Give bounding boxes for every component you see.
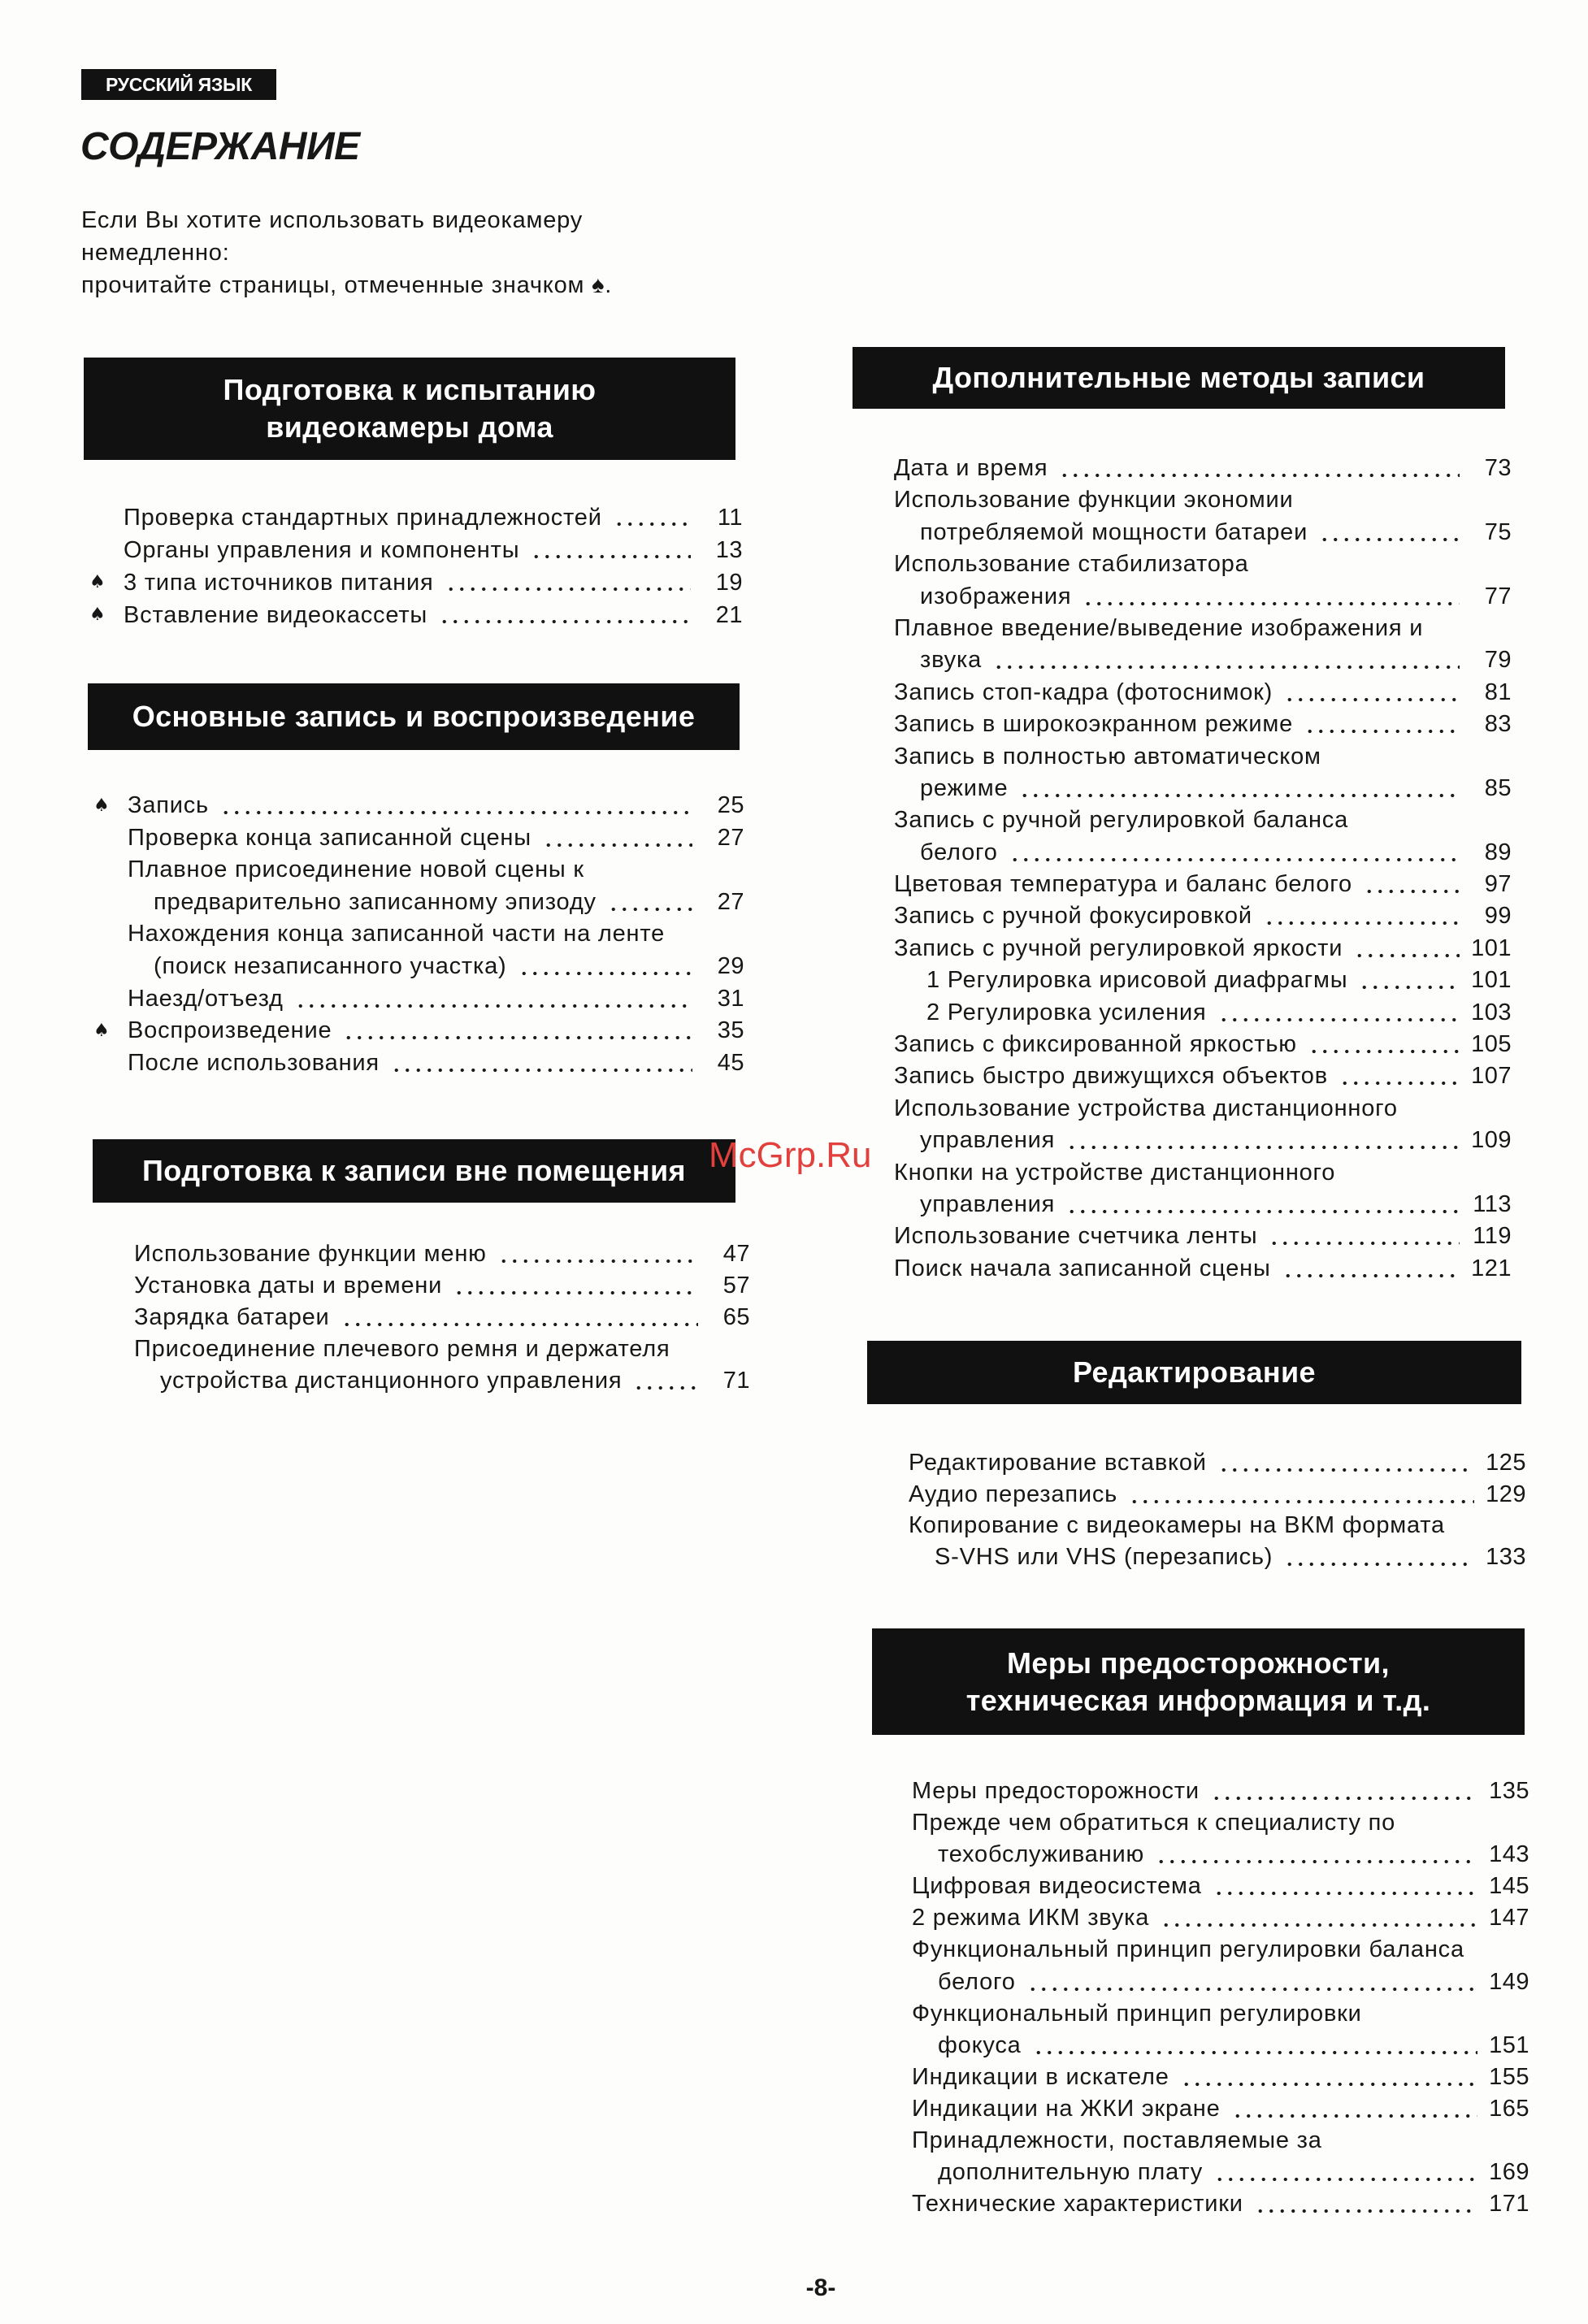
dot-leader [1161,1902,1477,1934]
toc-entry [128,1047,744,1080]
entry-page-number: 19 [715,570,743,596]
entry-title: дополнительную плату [938,2159,1204,2186]
toc-list [134,1238,750,1397]
entry-page-number: 109 [1471,1127,1512,1154]
toc-entry [93,790,744,822]
entry-title: Прежде чем обратиться к специалисту по [912,1810,1396,1836]
toc-list [93,790,744,1079]
section-heading-line: Основные запись и воспроизведение [132,700,696,733]
dot-leader [1304,709,1460,740]
entry-page-number: 147 [1489,1905,1529,1932]
section-heading-line: Подготовка к испытанию [223,373,597,406]
toc-entry [134,1365,750,1397]
dot-leader [1308,1029,1460,1060]
entry-page-number: 21 [715,602,743,628]
toc-entry [89,599,743,631]
intro-line: Если Вы хотите использовать видеокамеру [81,207,584,233]
dot-leader [1264,900,1460,932]
entry-title: Редактирование вставкой [909,1450,1207,1476]
toc-entry [134,1238,750,1270]
toc-entry [894,965,1512,996]
entry-page-number: 11 [717,505,743,531]
entry-title: Воспроизведение [128,1017,332,1044]
entry-page-number: 47 [722,1241,750,1267]
entry-title: S-VHS или VHS (перезапись) [935,1543,1273,1570]
entry-page-number: 85 [1484,774,1512,801]
toc-entry [894,1157,1512,1189]
entry-title: потребляемой мощности батареи [920,518,1308,545]
toc-entry [894,1125,1512,1156]
entry-page-number: 105 [1471,1031,1512,1058]
entry-page-number: 29 [717,952,744,979]
toc-list [912,1776,1529,2220]
entry-page-number: 151 [1489,2031,1529,2058]
toc-entry [134,1302,750,1333]
entry-page-number: 27 [717,824,744,851]
toc-entry [89,566,743,599]
dot-leader [1214,2157,1477,2188]
dot-leader [1319,517,1460,548]
toc-entry [894,1189,1512,1221]
dot-leader [1339,1060,1460,1092]
entry-page-number: 171 [1489,2191,1529,2218]
toc-entry [894,741,1512,773]
entry-title: (поиск незаписанного участка) [154,952,507,979]
entry-title: Запись с фиксированной яркостью [894,1031,1297,1058]
dot-leader [518,951,692,983]
spade-marker-icon: ♠ [93,1021,110,1042]
entry-title: Плавное присоединение новой сцены к [128,856,584,883]
entry-page-number: 101 [1471,967,1512,994]
dot-leader [220,790,692,822]
entry-title: Запись с ручной регулировкой баланса [894,807,1349,834]
entry-title: Меры предосторожности [912,1778,1200,1804]
entry-page-number: 77 [1484,583,1512,609]
toc-list [894,453,1512,1285]
entry-title: управления [920,1190,1056,1217]
entry-page-number: 107 [1471,1063,1512,1090]
toc-entry [894,869,1512,900]
section-heading [93,1139,735,1203]
entry-page-number: 119 [1473,1223,1512,1250]
toc-entry [909,1447,1526,1479]
entry-title: фокуса [938,2031,1022,2058]
entry-title: Запись стоп-кадра (фотоснимок) [894,679,1273,705]
entry-title: Кнопки на устройстве дистанционного [894,1159,1336,1186]
entry-title: Поиск начала записанной сцены [894,1255,1271,1281]
dot-leader [343,1015,692,1047]
toc-entry [912,2062,1529,2093]
entry-page-number: 65 [722,1304,750,1330]
section-heading-line: Подготовка к записи вне помещения [142,1154,686,1187]
toc-entry [894,804,1512,836]
entry-page-number: 73 [1484,455,1512,481]
entry-page-number: 103 [1471,999,1512,1025]
entry-title: Дата и время [894,455,1048,481]
toc-entry [894,933,1512,965]
section-heading [853,347,1505,409]
entry-title: Использование функции экономии [894,487,1294,514]
dot-leader [1354,933,1460,965]
entry-title: Использование стабилизатора [894,551,1249,578]
toc-entry [894,773,1512,804]
toc-entry [128,918,744,951]
page-title: СОДЕРЖАНИЕ [80,125,360,168]
entry-title: 2 Регулировка усиления [926,999,1207,1025]
entry-page-number: 71 [722,1368,750,1394]
toc-entry [912,2125,1529,2157]
entry-title: Плавное введение/выведение изображения и [894,614,1424,641]
toc-entry [894,517,1512,548]
entry-page-number: 75 [1484,518,1512,545]
entry-page-number: 57 [722,1273,750,1299]
dot-leader [614,501,691,534]
toc-list [909,1447,1526,1572]
section-heading [872,1628,1525,1735]
entry-title: Индикации на ЖКИ экране [912,2095,1221,2122]
entry-title: Функциональный принцип регулировки [912,2000,1362,2027]
toc-entry [894,644,1512,676]
entry-page-number: 133 [1486,1543,1526,1570]
dot-leader [1083,581,1460,613]
section-heading [88,683,740,750]
entry-title: управления [920,1127,1056,1154]
dot-leader [1218,997,1460,1029]
toc-entry [909,1510,1526,1541]
toc-entry [124,534,743,566]
entry-title: Наезд/отъезд [128,985,284,1012]
entry-title: Органы управления и компоненты [124,537,520,563]
dot-leader [1019,773,1460,804]
entry-title: Копирование с видеокамеры на ВКМ формата [909,1512,1445,1539]
entry-title: изображения [920,583,1072,609]
toc-entry [894,677,1512,709]
dot-leader [1284,677,1460,709]
toc-entry [128,887,744,919]
dot-leader [1269,1221,1460,1252]
dot-leader [1129,1479,1474,1511]
dot-leader [445,566,691,599]
toc-entry [894,1060,1512,1092]
toc-entry [909,1479,1526,1511]
toc-entry [894,548,1512,580]
entry-title: Запись в полностью автоматическом [894,743,1321,770]
intro-line: прочитайте страницы, отмеченные значком ♠. [81,272,613,298]
spade-marker-icon: ♠ [89,572,106,592]
dot-leader [1213,1871,1477,1902]
dot-leader [1059,453,1460,484]
entry-page-number: 155 [1489,2063,1529,2090]
entry-page-number: 79 [1484,647,1512,674]
entry-page-number: 97 [1484,871,1512,898]
dot-leader [608,887,692,919]
section-heading [84,358,735,460]
toc-entry [894,453,1512,484]
dot-leader [531,534,691,566]
spade-marker-icon: ♠ [93,796,110,816]
entry-title: После использования [128,1049,380,1076]
toc-entry [894,484,1512,516]
entry-title: белого [920,839,998,865]
dot-leader [1027,1966,1477,1998]
toc-entry [894,709,1512,740]
entry-page-number: 125 [1486,1450,1526,1476]
dot-leader [1359,965,1460,996]
entry-page-number: 31 [717,985,744,1012]
toc-entry [912,2030,1529,2062]
dot-leader [633,1365,698,1397]
entry-page-number: 27 [717,888,744,915]
entry-title: Присоединение плечевого ремня и держателя [134,1336,670,1362]
entry-title: Цветовая температура и баланс белого [894,871,1352,898]
entry-title: устройства дистанционного управления [160,1368,623,1394]
entry-title: техобслуживанию [938,1841,1145,1868]
toc-entry [912,1966,1529,1998]
entry-title: белого [938,1968,1016,1995]
section-heading-line: Меры предосторожности, [1007,1645,1390,1680]
entry-title: Запись в широкоэкранном режиме [894,711,1294,738]
dot-leader [341,1302,698,1333]
entry-title: 3 типа источников питания [124,570,434,596]
dot-leader [1232,2093,1477,2125]
entry-title: звука [920,647,983,674]
section-heading-line: Дополнительные методы записи [932,361,1425,394]
toc-entry [894,1253,1512,1285]
watermark: McGrp.Ru [709,1135,872,1175]
toc-entry [912,1902,1529,1934]
entry-page-number: 13 [715,537,743,563]
toc-entry [894,1221,1512,1252]
section-heading [867,1341,1521,1404]
entry-title: Принадлежности, поставляемые за [912,2127,1322,2154]
entry-title: Зарядка батареи [134,1304,330,1330]
dot-leader [1218,1447,1474,1479]
dot-leader [391,1047,692,1080]
entry-title: 1 Регулировка ирисовой диафрагмы [926,967,1348,994]
dot-leader [295,983,692,1016]
dot-leader [453,1270,698,1302]
entry-title: Вставление видеокассеты [124,602,428,628]
dot-leader [1282,1253,1460,1285]
dot-leader [1255,2188,1477,2220]
toc-entry [912,1807,1529,1839]
entry-title: Индикации в искателе [912,2063,1169,2090]
entry-page-number: 99 [1484,903,1512,930]
entry-page-number: 121 [1471,1255,1512,1281]
toc-entry [909,1541,1526,1573]
entry-title: Установка даты и времени [134,1273,443,1299]
dot-leader [1181,2062,1477,2093]
entry-title: 2 режима ИКМ звука [912,1905,1150,1932]
dot-leader [993,644,1460,676]
toc-list [89,501,743,631]
entry-title: Проверка конца записанной сцены [128,824,532,851]
toc-entry [128,951,744,983]
entry-title: Цифровая видеосистема [912,1873,1202,1900]
entry-title: Проверка стандартных принадлежностей [124,505,602,531]
dot-leader [1066,1125,1460,1156]
toc-entry [894,581,1512,613]
entry-page-number: 129 [1486,1481,1526,1507]
dot-leader [1009,837,1460,869]
entry-title: Использование счетчика ленты [894,1223,1258,1250]
toc-entry [894,1093,1512,1125]
dot-leader [1066,1189,1460,1221]
entry-page-number: 45 [717,1049,744,1076]
toc-entry [912,1839,1529,1871]
toc-entry [912,1871,1529,1902]
toc-entry [894,837,1512,869]
toc-entry [134,1333,750,1365]
toc-entry [128,822,744,855]
toc-entry [912,2093,1529,2125]
dot-leader [1156,1839,1477,1871]
intro-text [81,204,612,301]
entry-title: Запись с ручной фокусировкой [894,903,1252,930]
entry-title: Запись [128,792,209,818]
toc-entry [894,900,1512,932]
entry-title: Нахождения конца записанной части на ленте [128,921,666,947]
toc-entry [912,1776,1529,1807]
entry-page-number: 81 [1484,679,1512,705]
entry-title: Технические характеристики [912,2191,1243,2218]
toc-entry [894,997,1512,1029]
toc-entry [912,1934,1529,1966]
entry-page-number: 35 [717,1017,744,1044]
toc-entry [134,1270,750,1302]
toc-entry [894,613,1512,644]
toc-entry [894,1029,1512,1060]
entry-page-number: 113 [1473,1190,1512,1217]
entry-title: Использование функции меню [134,1241,487,1267]
spade-marker-icon: ♠ [89,605,106,625]
entry-page-number: 25 [717,792,744,818]
toc-entry [912,1998,1529,2030]
entry-page-number: 135 [1489,1778,1529,1804]
entry-page-number: 83 [1484,711,1512,738]
section-heading-line: Редактирование [1073,1355,1316,1389]
entry-title: Запись быстро движущихся объектов [894,1063,1328,1090]
toc-entry [124,501,743,534]
entry-title: предварительно записанному эпизоду [154,888,597,915]
entry-page-number: 143 [1489,1841,1529,1868]
page-number-footer: -8- [805,2274,836,2301]
entry-page-number: 145 [1489,1873,1529,1900]
toc-entry [128,983,744,1016]
dot-leader [1364,869,1460,900]
entry-title: Аудио перезапись [909,1481,1118,1507]
dot-leader [1211,1776,1477,1807]
toc-entry [93,1015,744,1047]
dot-leader [543,822,692,855]
entry-title: режиме [920,774,1009,801]
toc-entry [912,2157,1529,2188]
entry-title: Запись с ручной регулировкой яркости [894,934,1343,961]
dot-leader [439,599,691,631]
entry-page-number: 165 [1489,2095,1529,2122]
entry-title: Функциональный принцип регулировки баланса [912,1936,1464,1963]
section-heading-line: видеокамеры дома [266,410,553,444]
entry-title: Использование устройства дистанционного [894,1095,1398,1121]
dot-leader [1033,2030,1477,2062]
dot-leader [498,1238,698,1270]
entry-page-number: 169 [1489,2159,1529,2186]
entry-page-number: 89 [1484,839,1512,865]
section-heading-line: техническая информация и т.д. [965,1683,1431,1717]
intro-line: немедленно: [81,240,230,266]
language-label: РУССКИЙ ЯЗЫК [81,69,276,100]
dot-leader [1284,1541,1474,1573]
toc-entry [912,2188,1529,2220]
toc-entry [128,854,744,887]
entry-page-number: 149 [1489,1968,1529,1995]
entry-page-number: 101 [1471,934,1512,961]
